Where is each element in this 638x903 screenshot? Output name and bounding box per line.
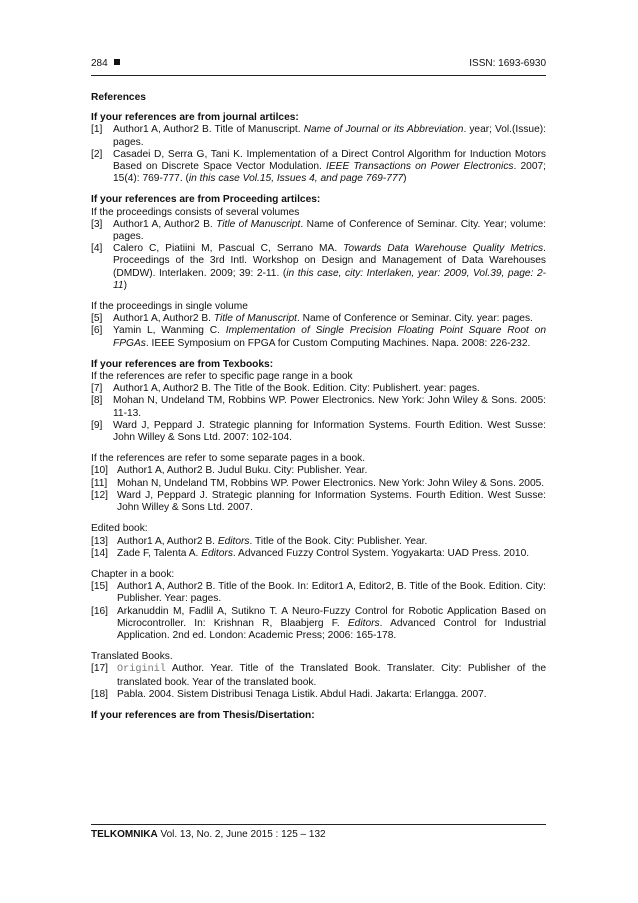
edited-subheading: Edited book: — [91, 523, 148, 535]
proceeding-heading: If your references are from Proceeding artilces: — [91, 194, 321, 206]
textbooks-subheading: If the references are refer to specific page range in a book — [91, 371, 353, 383]
textbooks-heading: If your references are from Texbooks: — [91, 358, 274, 370]
reference-item: [12] Ward J, Peppard J. Strategic planning for Information Systems. Fourth Edition. West Susse: John Willey & Sons Ltd. 2007. — [91, 489, 546, 514]
reference-item: [7] Author1 A, Author2 B. The Title of the Book. Edition. City: Publishert. year: pages. — [91, 383, 480, 395]
translated-subheading: Translated Books. — [91, 651, 173, 663]
page-header — [91, 58, 546, 74]
reference-item: [4] Calero C, Piatiini M, Pascual C, Serrano MA. Towards Data Warehouse Quality Metrics. Proceedings of the 3rd Intl. Workshop on Design and Management of Data Warehouses (DMDW). Interlaken. 2009; 39: 2-11. (in this case, city: Interlaken, year: 2009, Vol.39, page: 2-11) — [91, 243, 546, 291]
journal-heading: If your references are from journal artilces: — [91, 112, 299, 124]
header-rule — [91, 75, 546, 76]
reference-item: [6] Yamin L, Wanming C. Implementation of Single Precision Floating Point Square Root on FPGAs. IEEE Symposium on FPGA for Custom Computing Machines. Napa. 2008: 226-232. — [91, 325, 546, 349]
journal-name: TELKOMNIKA — [91, 829, 158, 840]
page-number: 284 — [91, 58, 120, 69]
thesis-heading: If your references are from Thesis/Disertation: — [91, 709, 315, 721]
issn-label: ISSN: 1693-6930 — [469, 58, 546, 69]
reference-item: [16] Arkanuddin M, Fadlil A, Sutikno T. A Neuro-Fuzzy Control for Robotic Application Based on Microcontroller. In: Krishnan R, Blaabjerg F. Editors. Advanced Control for Industrial Application. 2nd ed. London: Academic Press; 2006: 165-178. — [91, 605, 547, 641]
reference-item: [9] Ward J, Peppard J. Strategic planning for Information Systems. Fourth Edition. West Susse: John Willey & Sons Ltd. 2007: 102-104. — [91, 419, 546, 444]
reference-item: [17] Originil Author. Year. Title of the Translated Book. Translater. City: Publisher of the translated book. Year of the translated book. — [91, 663, 546, 688]
textbooks-subheading: If the references are refer to some separate pages in a book. — [91, 453, 366, 465]
footer-rule — [91, 824, 546, 825]
reference-item: [3] Author1 A, Author2 B. Title of Manuscript. Name of Conference of Seminar. City. Year; volume: pages. — [91, 218, 547, 243]
reference-item: [18] Pabla. 2004. Sistem Distribusi Tenaga Listik. Abdul Hadi. Jakarta: Erlangga. 2007. — [91, 688, 487, 700]
journal-details: Vol. 13, No. 2, June 2015 : 125 – 132 — [157, 829, 326, 840]
square-bullet-icon — [114, 59, 120, 65]
reference-item: [10] Author1 A, Author2 B. Judul Buku. City: Publisher. Year. — [91, 465, 368, 477]
references-title: References — [91, 92, 146, 103]
reference-item: [5] Author1 A, Author2 B. Title of Manuscript. Name of Conference or Seminar. City. year: pages. — [91, 313, 533, 325]
reference-item: [15] Author1 A, Author2 B. Title of the Book. In: Editor1 A, Editor2, B. Title of the Book. Edition. City: Publisher. Year: pages. — [91, 581, 546, 605]
reference-item: [1] Author1 A, Author2 B. Title of Manuscript. Name of Journal or its Abbreviation. year; Vol.(Issue): pages. — [91, 124, 546, 148]
reference-item: [2] Casadei D, Serra G, Tani K. Implementation of a Direct Control Algorithm for Induction Motors Based on Discrete Space Vector Modulation. IEEE Transactions on Power Electronics. 2007; 15(4): 769-777. (in this case Vol.15, Issues 4, and page 769-777) — [91, 148, 547, 185]
chapter-subheading: Chapter in a book: — [91, 568, 175, 580]
reference-item: [13] Author1 A, Author2 B. Editors. Title of the Book. City: Publisher. Year. — [91, 535, 428, 547]
reference-item: [11] Mohan N, Undeland TM, Robbins WP. Power Electronics. New York: John Wiley & Sons. 2005. — [91, 477, 545, 489]
page-footer — [91, 824, 546, 840]
reference-item: [8] Mohan N, Undeland TM, Robbins WP. Power Electronics. New York: John Wiley & Sons. 2005: 11-13. — [91, 395, 546, 419]
reference-item: [14] Zade F, Talenta A. Editors. Advanced Fuzzy Control System. Yogyakarta: UAD Press. 2010. — [91, 547, 530, 559]
references-body — [91, 92, 546, 722]
proceeding-subheading: If the proceedings in single volume — [91, 301, 248, 313]
proceeding-subheading: If the proceedings consists of several volumes — [91, 206, 300, 218]
